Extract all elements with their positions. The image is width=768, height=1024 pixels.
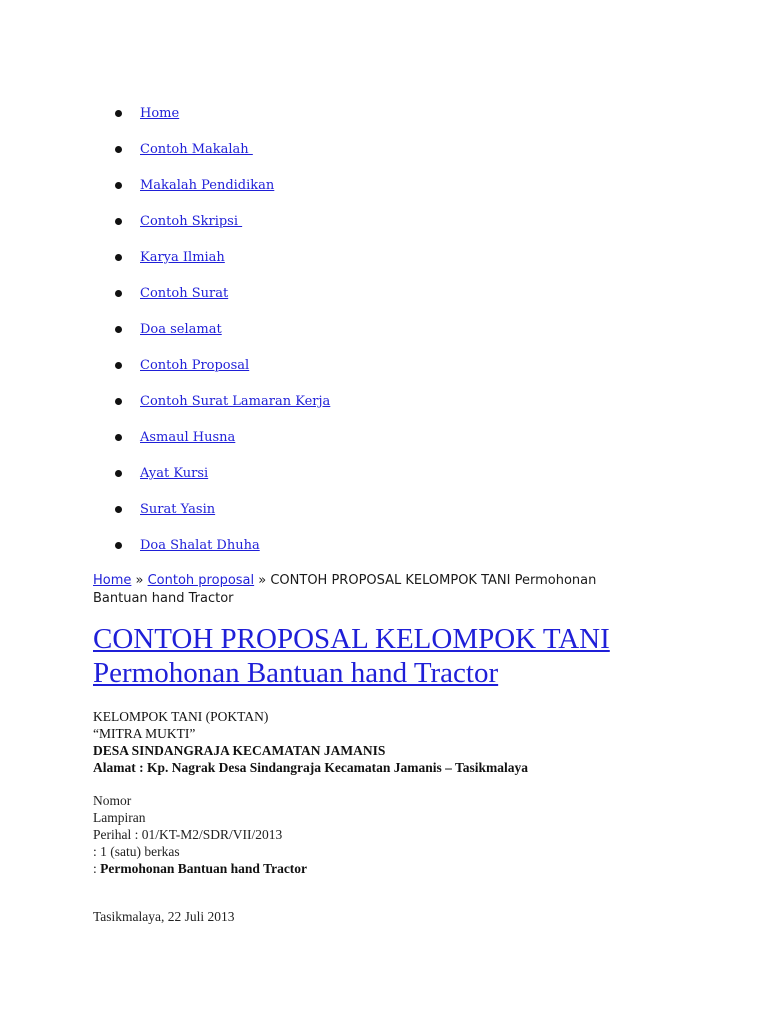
post-title-link[interactable]: CONTOH PROPOSAL KELOMPOK TANI Permohonan Bantuan hand Tractor	[93, 623, 610, 689]
nav-link-contoh-surat-lamaran-kerja[interactable]: Contoh Surat Lamaran Kerja	[140, 394, 331, 409]
nav-link-contoh-proposal[interactable]: Contoh Proposal	[140, 358, 250, 373]
nav-link-surat-yasin[interactable]: Surat Yasin	[140, 502, 216, 517]
bullet-icon	[115, 398, 122, 405]
nav-link-asmaul-husna[interactable]: Asmaul Husna	[140, 430, 236, 445]
nav-link-contoh-makalah[interactable]: Contoh Makalah	[140, 142, 253, 157]
meta-lampiran: Lampiran	[93, 810, 146, 825]
meta-subject-prefix: :	[93, 861, 101, 876]
bullet-icon	[115, 110, 122, 117]
bullet-icon	[115, 146, 122, 153]
meta-berkas: : 1 (satu) berkas	[93, 844, 180, 859]
bullet-icon	[115, 290, 122, 297]
nav-link-makalah-pendidikan[interactable]: Makalah Pendidikan	[140, 178, 275, 193]
nav-link-doa-shalat-dhuha[interactable]: Doa Shalat Dhuha	[140, 538, 260, 553]
nav-link-ayat-kursi[interactable]: Ayat Kursi	[140, 466, 209, 481]
letter-meta	[93, 792, 593, 877]
letterhead	[93, 708, 713, 776]
letterhead-name: “MITRA MUKTI”	[93, 726, 196, 741]
letter-date: Tasikmalaya, 22 Juli 2013	[93, 909, 235, 924]
bullet-icon	[115, 182, 122, 189]
bullet-icon	[115, 506, 122, 513]
nav-link-home[interactable]: Home	[140, 106, 180, 121]
breadcrumb-current: CONTOH PROPOSAL KELOMPOK TANI Permohonan Bantuan hand Tractor	[93, 573, 597, 606]
bullet-icon	[115, 434, 122, 441]
breadcrumb-separator: »	[254, 573, 271, 588]
meta-perihal: Perihal : 01/KT-M2/SDR/VII/2013	[93, 827, 283, 842]
bullet-icon	[115, 362, 122, 369]
meta-subject-line	[93, 860, 593, 877]
bullet-icon	[115, 218, 122, 225]
nav-link-contoh-skripsi[interactable]: Contoh Skripsi	[140, 214, 243, 229]
breadcrumb-separator: »	[131, 573, 148, 588]
breadcrumb-home-link[interactable]: Home	[93, 573, 132, 588]
nav-link-doa-selamat[interactable]: Doa selamat	[140, 322, 222, 337]
meta-nomor: Nomor	[93, 793, 132, 808]
post-title	[93, 622, 693, 690]
meta-subject: Permohonan Bantuan hand Tractor	[100, 861, 308, 876]
breadcrumb	[93, 572, 653, 608]
bullet-icon	[115, 254, 122, 261]
bullet-icon	[115, 542, 122, 549]
letterhead-village: DESA SINDANGRAJA KECAMATAN JAMANIS	[93, 743, 386, 758]
letterhead-org: KELOMPOK TANI (POKTAN)	[93, 709, 269, 724]
bullet-icon	[115, 326, 122, 333]
breadcrumb-category-link[interactable]: Contoh proposal	[147, 573, 255, 588]
bullet-icon	[115, 470, 122, 477]
nav-link-karya-ilmiah[interactable]: Karya Ilmiah	[140, 250, 225, 265]
letterhead-address: Alamat : Kp. Nagrak Desa Sindangraja Kecamatan Jamanis – Tasikmalaya	[93, 760, 529, 775]
nav-link-contoh-surat[interactable]: Contoh Surat	[140, 286, 229, 301]
